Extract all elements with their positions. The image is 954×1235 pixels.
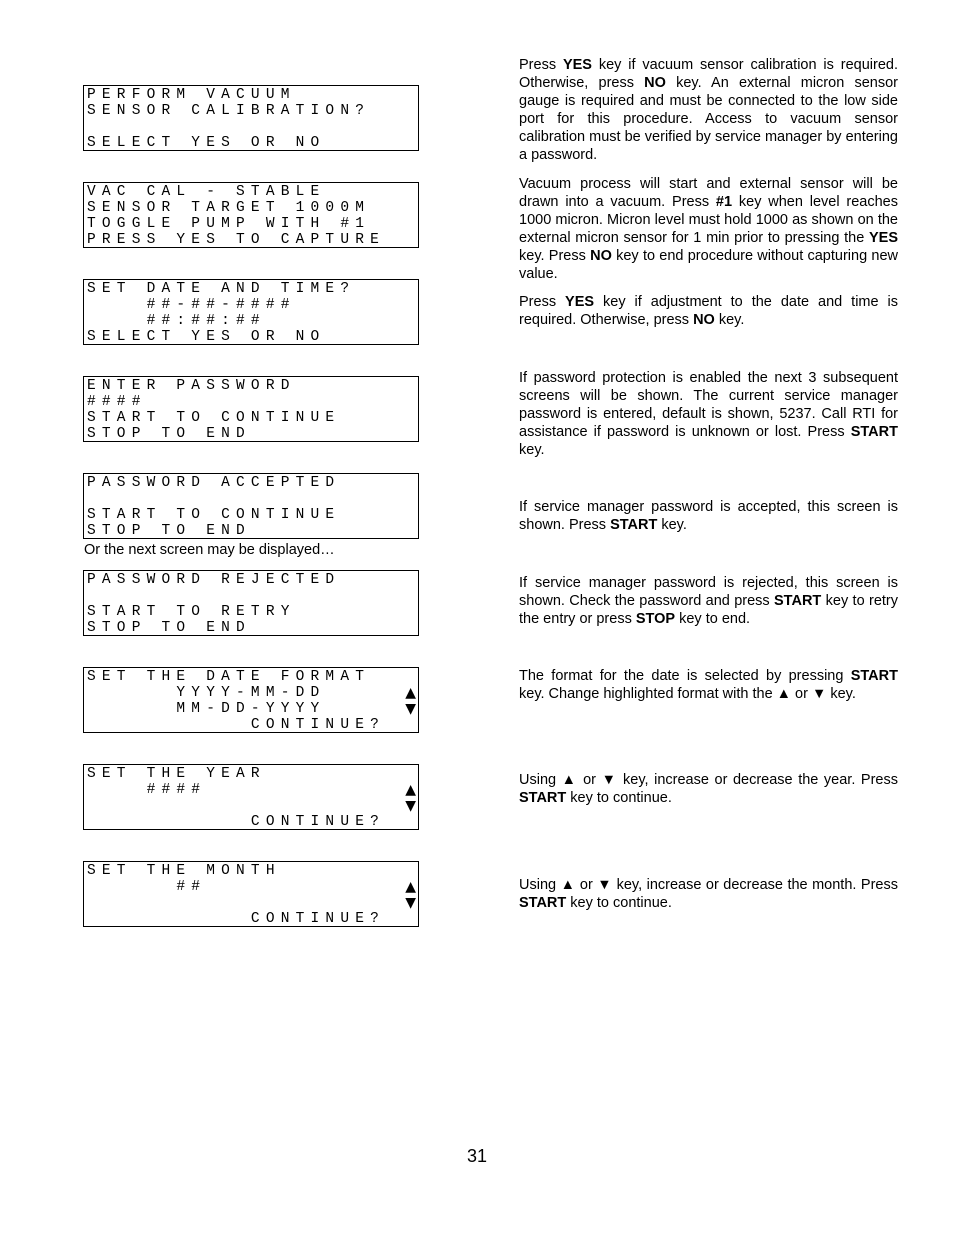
lcd-line: PERFORM VACUUM bbox=[87, 87, 296, 103]
down-arrow-icon: ▼ bbox=[405, 798, 416, 814]
lcd-line: #### bbox=[87, 394, 147, 410]
description-password-rejected: If service manager password is rejected, this screen is shown. Check the password and press START key to retry the entry or press STOP key to end. bbox=[519, 575, 898, 627]
note-alternate-screen: Or the next screen may be displayed… bbox=[84, 542, 335, 558]
description-vacuum-calibration: Press YES key if vacuum sensor calibration is required. Otherwise, press NO key. An external micron sensor gauge is required and must be connected to the low side port for this procedure. Access to vacuum sensor calibration must be verified by service manager by entering a password. bbox=[519, 57, 899, 163]
lcd-line: MM-DD-YYYY bbox=[87, 701, 326, 717]
lcd-line: SET DATE AND TIME? bbox=[87, 281, 356, 297]
lcd-line: ##-##-#### bbox=[87, 297, 296, 313]
lcd-line: SET THE MONTH bbox=[87, 863, 281, 879]
lcd-line: STOP TO END bbox=[87, 523, 251, 539]
lcd-line: PASSWORD REJECTED bbox=[87, 572, 341, 588]
lcd-line: SET THE DATE FORMAT bbox=[87, 669, 371, 685]
lcd-screen-set-date-time bbox=[83, 279, 419, 345]
lcd-line: TOGGLE PUMP WITH #1 bbox=[87, 216, 371, 232]
lcd-line: SET THE YEAR bbox=[87, 766, 266, 782]
lcd-line: ENTER PASSWORD bbox=[87, 378, 296, 394]
up-arrow-icon: ▲ bbox=[405, 685, 416, 701]
lcd-line: CONTINUE? bbox=[87, 911, 386, 927]
lcd-line: STOP TO END bbox=[87, 620, 251, 636]
lcd-screen-vac-cal-stable bbox=[83, 182, 419, 248]
lcd-line: STOP TO END bbox=[87, 426, 251, 442]
lcd-line: START TO RETRY bbox=[87, 604, 296, 620]
lcd-line: START TO CONTINUE bbox=[87, 507, 341, 523]
lcd-line: SENSOR CALIBRATION? bbox=[87, 103, 371, 119]
down-arrow-icon: ▼ bbox=[405, 701, 416, 717]
lcd-line: ##:##:## bbox=[87, 313, 266, 329]
lcd-line: CONTINUE? bbox=[87, 814, 386, 830]
lcd-line: PASSWORD ACCEPTED bbox=[87, 475, 341, 491]
description-set-year: Using ▲ or ▼ key, increase or decrease the year. Press START key to continue. bbox=[519, 772, 898, 806]
description-enter-password: If password protection is enabled the next 3 subsequent screens will be shown. The current service manager password is entered, default is shown, 5237. Call RTI for assistance if password is unknown or lost. Press START key. bbox=[519, 370, 898, 458]
lcd-screen-vacuum-calibration bbox=[83, 85, 419, 151]
lcd-line: #### bbox=[87, 782, 207, 798]
down-arrow-icon: ▼ bbox=[405, 895, 416, 911]
lcd-line: SELECT YES OR NO bbox=[87, 329, 326, 345]
up-arrow-icon: ▲ bbox=[405, 879, 416, 895]
lcd-line: CONTINUE? bbox=[87, 717, 386, 733]
description-password-accepted: If service manager password is accepted, this screen is shown. Press START key. bbox=[519, 499, 898, 533]
lcd-line: START TO CONTINUE bbox=[87, 410, 341, 426]
lcd-line: VAC CAL - STABLE bbox=[87, 184, 326, 200]
description-set-month: Using ▲ or ▼ key, increase or decrease the month. Press START key to continue. bbox=[519, 877, 898, 911]
lcd-screen-set-month bbox=[83, 861, 419, 927]
lcd-screen-password-accepted bbox=[83, 473, 419, 539]
lcd-line: YYYY-MM-DD bbox=[87, 685, 326, 701]
lcd-line: SELECT YES OR NO bbox=[87, 135, 326, 151]
description-set-date-time: Press YES key if adjustment to the date and time is required. Otherwise, press NO key. bbox=[519, 294, 898, 328]
lcd-screen-set-year bbox=[83, 764, 419, 830]
lcd-line: ## bbox=[87, 879, 207, 895]
lcd-line: PRESS YES TO CAPTURE bbox=[87, 232, 386, 248]
description-set-date-format: The format for the date is selected by pressing START key. Change highlighted format with the ▲ or ▼ key. bbox=[519, 668, 898, 702]
lcd-screen-password-rejected bbox=[83, 570, 419, 636]
lcd-line: SENSOR TARGET 1000M bbox=[87, 200, 371, 216]
lcd-screen-enter-password bbox=[83, 376, 419, 442]
page-number: 31 bbox=[466, 1146, 488, 1166]
lcd-screen-set-date-format bbox=[83, 667, 419, 733]
up-arrow-icon: ▲ bbox=[405, 782, 416, 798]
description-vac-cal-stable: Vacuum process will start and external sensor will be drawn into a vacuum. Press #1 key when level reaches 1000 micron. Micron level must hold 1000 as shown on the external micron sensor for 1 min prior to pressing the YES key. Press NO key to end procedure without capturing new value. bbox=[519, 176, 898, 282]
